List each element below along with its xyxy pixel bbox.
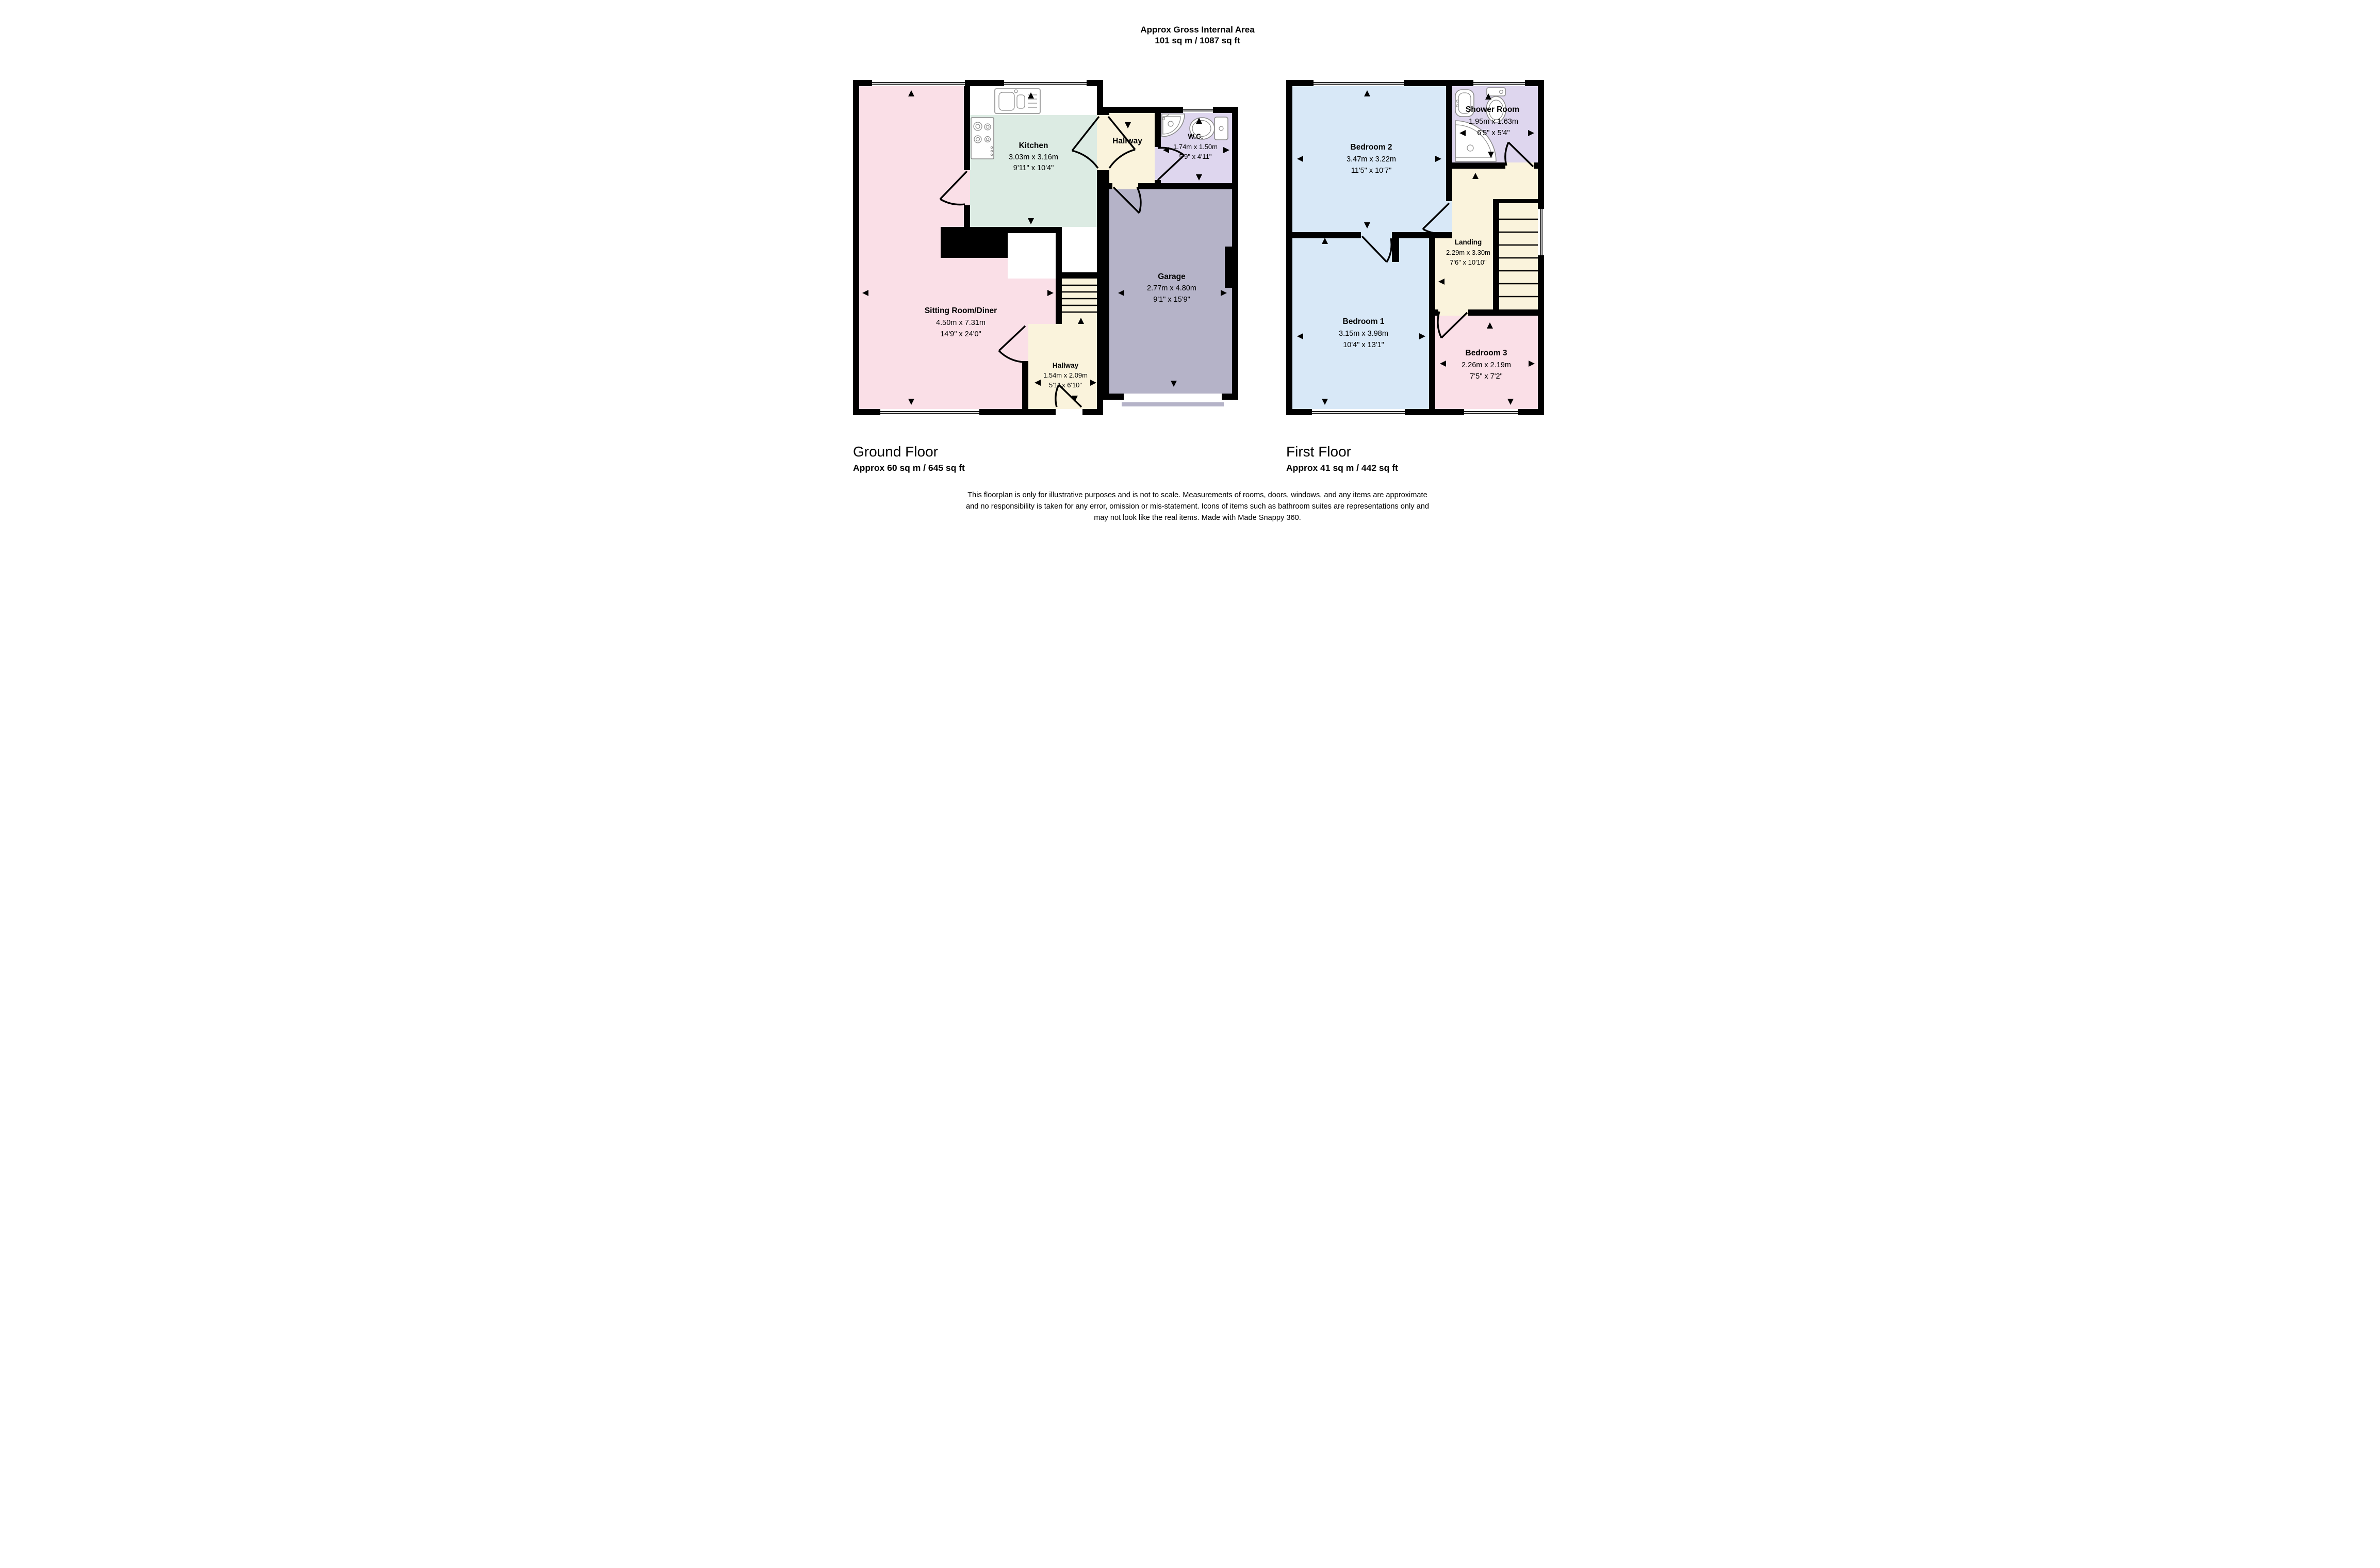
kitchen-imperial: 9'11" x 10'4" (1013, 164, 1054, 172)
ground-floor-area: Approx 60 sq m / 645 sq ft (852, 463, 965, 473)
bedroom1-imperial: 10'4" x 13'1" (1342, 341, 1384, 349)
first-floor-area: Approx 41 sq m / 442 sq ft (1286, 463, 1398, 473)
floorplan-canvas (794, 0, 1587, 522)
window (1004, 80, 1087, 86)
wc-label: W.C. (1187, 133, 1203, 140)
kitchen-sink-icon (995, 89, 1040, 113)
window (872, 80, 965, 86)
window (1473, 80, 1525, 86)
bedroom1-label: Bedroom 1 (1342, 317, 1384, 326)
garage-imperial: 9'1" x 15'9" (1153, 296, 1190, 304)
window (1464, 409, 1518, 415)
kitchen-label: Kitchen (1019, 141, 1048, 150)
wc-metric: 1.74m x 1.50m (1173, 143, 1218, 151)
shower-label: Shower Room (1465, 105, 1519, 114)
bedroom1-metric: 3.15m x 3.98m (1338, 330, 1388, 338)
room-hallway-top (1109, 113, 1155, 183)
garage-metric: 2.77m x 4.80m (1146, 284, 1196, 292)
bedroom3-imperial: 7'5" x 7'2" (1469, 372, 1503, 381)
sitting-metric: 4.50m x 7.31m (935, 319, 986, 327)
window (880, 409, 979, 415)
landing-label: Landing (1454, 238, 1482, 246)
window (1314, 80, 1404, 86)
hallway-lower-imperial: 5'1" x 6'10" (1048, 381, 1082, 389)
bedroom3-label: Bedroom 3 (1465, 349, 1507, 357)
floorplan-page (794, 0, 1587, 522)
landing-imperial: 7'6" x 10'10" (1449, 258, 1487, 266)
disclaimer-line-2: and no responsibility is taken for any error, omission or mis-statement. Icons of items such as bathroom suites are representations only and (965, 502, 1429, 511)
ground-floor-caption: Ground Floor (852, 444, 938, 460)
garage-pillar (1225, 247, 1232, 288)
hallway-top-label: Hallway (1112, 137, 1142, 145)
window (1183, 107, 1213, 113)
bedroom3-metric: 2.26m x 2.19m (1461, 361, 1511, 369)
bedroom2-label: Bedroom 2 (1350, 143, 1392, 152)
shower-metric: 1.95m x 1.63m (1468, 118, 1518, 126)
front-door-opening (1056, 409, 1082, 415)
hob-icon (971, 118, 994, 159)
gross-area-title: Approx Gross Internal Area (1140, 25, 1255, 35)
disclaimer-line-1: This floorplan is only for illustrative purposes and is not to scale. Measurements of rooms, doors, windows, and any items are approximate (967, 491, 1427, 499)
hallway-lower-metric: 1.54m x 2.09m (1043, 371, 1088, 379)
wc-imperial: 5'9" x 4'11" (1178, 153, 1212, 160)
bedroom2-imperial: 11'5" x 10'7" (1351, 167, 1391, 175)
garage-door-opening (1124, 394, 1222, 400)
hallway-lower-label: Hallway (1052, 362, 1078, 369)
shower-imperial: 6'5" x 5'4" (1476, 129, 1510, 137)
gross-area-value: 101 sq m / 1087 sq ft (1154, 36, 1240, 45)
disclaimer-line-3: may not look like the real items. Made with Made Snappy 360. (1093, 514, 1301, 522)
first-floor-plan (1286, 80, 1544, 415)
first-floor-caption: First Floor (1286, 444, 1351, 460)
sitting-label: Sitting Room/Diner (924, 306, 997, 315)
window (1538, 209, 1544, 255)
sitting-imperial: 14'9" x 24'0" (940, 330, 981, 338)
garage-label: Garage (1157, 272, 1186, 281)
bedroom2-metric: 3.47m x 3.22m (1346, 155, 1396, 164)
kitchen-metric: 3.03m x 3.16m (1008, 153, 1058, 161)
window (1312, 409, 1405, 415)
landing-metric: 2.29m x 3.30m (1446, 249, 1490, 256)
chimney-breast (941, 227, 1008, 258)
ground-floor-plan (853, 80, 1238, 415)
